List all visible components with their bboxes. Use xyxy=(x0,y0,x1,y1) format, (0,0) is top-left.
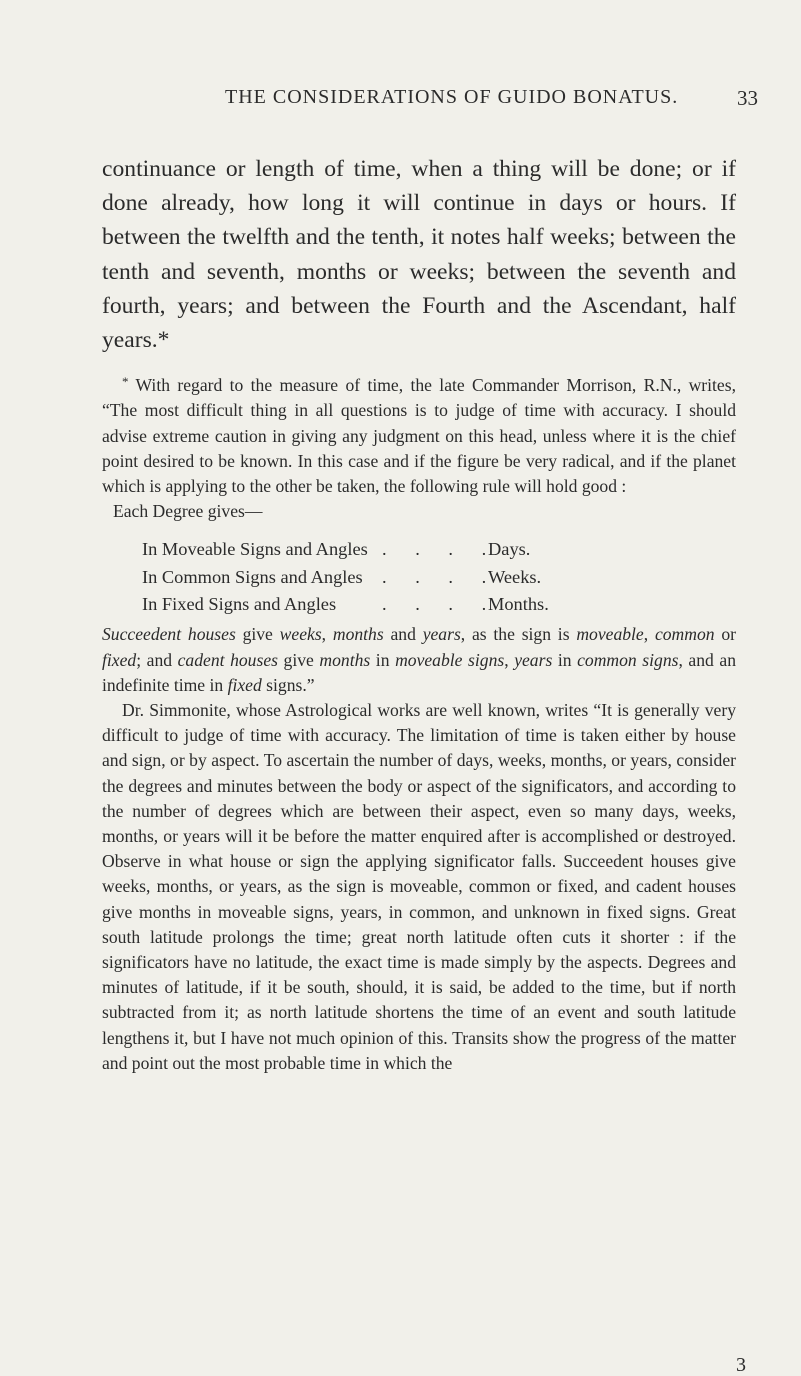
italic-text: common signs xyxy=(577,649,679,670)
body-text xyxy=(102,152,736,1076)
text: in xyxy=(370,649,396,670)
table-row xyxy=(102,564,736,591)
footnote-paragraph-3: Dr. Simmonite, whose Astrological works are well known, writes “It is generally very difficult to judge of time with accuracy. The limitation of time is taken either by house and sign, or by aspect. To ascertain the number of days, weeks, months, or years, consider the degrees and minutes between the body or aspect of the significators, and according to the number of degrees which are between their aspect, even so many days, weeks, months, or years will it be before the matter enquired after is accomplished or destroyed. Observe in what house or sign the applying significator falls. Succeedent houses give weeks, months, or years, as the sign is moveable, common or fixed, and cadent houses give months in moveable signs, years, in common, and unknown in fixed signs. Great south latitude prolongs the time; great north latitude often cuts it shorter : if the significators have no latitude, the exact time is made simply by the aspects. Degrees and minutes of latitude, if it be south, should, it is said, be added to the time, but if north subtracted from it; as north latitude shortens the time of an event and south latitude lengthens it, but I have not much opinion of this. Transits show the progress of the matter and point out the most probable time in which the xyxy=(102,699,736,1073)
main-text xyxy=(102,152,736,357)
leader-dots: . . . . xyxy=(382,594,499,615)
text: , as the sign is xyxy=(460,624,577,645)
italic-text: moveable signs xyxy=(395,649,505,670)
table-label: In Moveable Signs and Angles xyxy=(142,539,368,560)
page-number: 33 xyxy=(737,86,758,110)
text: , xyxy=(321,624,333,645)
footnote xyxy=(102,369,736,1076)
italic-text: months xyxy=(332,624,384,645)
footnote-paragraph-2 xyxy=(102,622,736,698)
text: give xyxy=(277,649,320,670)
footnote-marker: * xyxy=(122,374,129,390)
footnote-paragraph-1 xyxy=(102,369,736,499)
italic-text: months xyxy=(319,649,371,670)
table-label: In Fixed Signs and Angles xyxy=(142,594,337,615)
italic-text: Succeedent houses xyxy=(102,624,236,645)
table-unit: Weeks. xyxy=(488,566,542,587)
italic-text: years xyxy=(514,649,553,670)
text: ; and xyxy=(136,649,178,670)
italic-text: years xyxy=(422,624,461,645)
table-unit: Months. xyxy=(488,594,549,615)
footnote-p1-text: With regard to the measure of time, the late Commander Morrison, R.N., writes, “The most difficult thing in all questions is to judge of time with accuracy. I should advise extreme caution in giving any judgment on this head, unless where it is the chief point desired to be known. In this case and if the figure be very radical, and if the planet which is applying to the other be taken, the following rule will hold good : xyxy=(102,375,736,497)
time-rule-table xyxy=(102,536,736,618)
text: and xyxy=(383,624,423,645)
table-row xyxy=(102,591,736,618)
leader-dots: . . . . xyxy=(382,539,499,560)
text: give xyxy=(235,624,280,645)
italic-text: common xyxy=(654,624,715,645)
running-head: THE CONSIDERATIONS OF GUIDO BONATUS. xyxy=(225,86,679,108)
text: , xyxy=(643,624,655,645)
italic-text: moveable xyxy=(576,624,644,645)
main-paragraph: continuance or length of time, when a thing will be done; or if done already, how long it will continue in days or hours. If between the twelfth and the tenth, it notes half weeks; between the tenth and seventh, months or weeks; between the seventh and fourth, years; and between the Fourth and the Ascendant, half years.* xyxy=(102,156,736,354)
each-degree-line: Each Degree gives— xyxy=(113,501,263,522)
text: or xyxy=(714,624,737,645)
page-header xyxy=(0,86,801,116)
table-unit: Days. xyxy=(488,539,531,560)
text: , xyxy=(504,649,515,670)
italic-text: fixed xyxy=(102,649,137,670)
table-row xyxy=(102,536,736,563)
signature-mark: 3 xyxy=(736,1354,746,1376)
italic-text: fixed xyxy=(227,674,262,695)
text: signs.” xyxy=(261,674,315,695)
text: , and an indefinite time in xyxy=(102,649,736,695)
table-label: In Common Signs and Angles xyxy=(142,566,363,587)
italic-text: weeks xyxy=(279,624,322,645)
text: in xyxy=(552,649,578,670)
leader-dots: . . . . xyxy=(382,566,499,587)
italic-text: cadent houses xyxy=(177,649,278,670)
